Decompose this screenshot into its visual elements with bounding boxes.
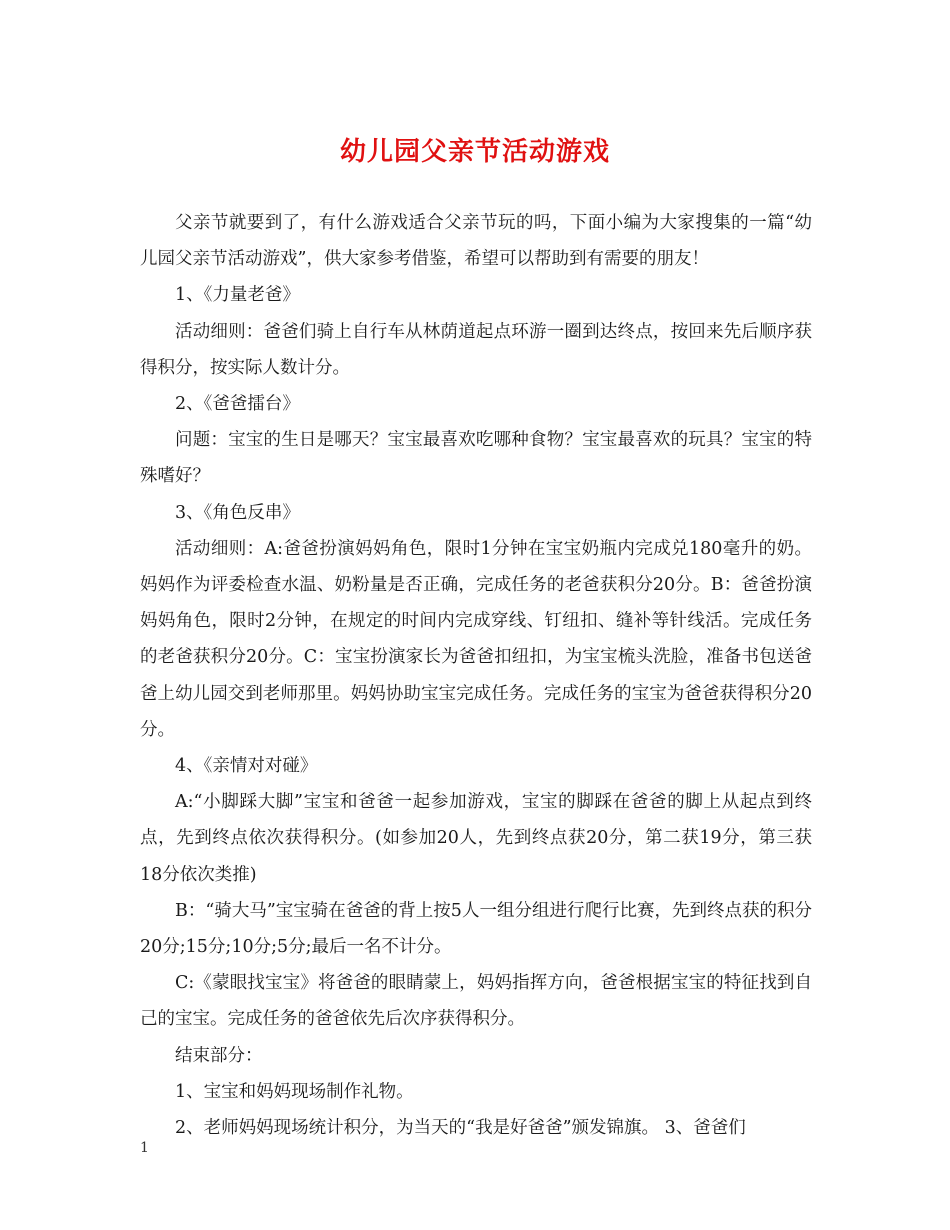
paragraph: A:“小脚踩大脚”宝宝和爸爸一起参加游戏，宝宝的脚踩在爸爸的脚上从起点到终点，先到终点依次获得积分。(如参加20人，先到终点获20分，第二获19分，第三获18分依次类推) <box>140 792 812 885</box>
paragraph: 1、宝宝和妈妈现场制作礼物。 <box>175 1081 414 1102</box>
paragraph-heading-3: 3、《角色反串》 <box>175 502 300 523</box>
paragraph: 2、老师妈妈现场统计积分，为当天的“我是好爸爸”颁发锦旗。 3、爸爸们 <box>175 1118 746 1139</box>
paragraph-heading-2: 2、《爸爸擂台》 <box>175 394 300 415</box>
page-number: 1 <box>140 1140 149 1156</box>
paragraph-intro: 父亲节就要到了，有什么游戏适合父亲节玩的吗，下面小编为大家搜集的一篇“幼儿园父亲节活动游戏”，供大家参考借鉴，希望可以帮助到有需要的朋友！ <box>140 213 812 270</box>
paragraph-heading-1: 1、《力量老爸》 <box>175 285 300 306</box>
paragraph-heading-end: 结束部分： <box>175 1045 263 1066</box>
document-title: 幼儿园父亲节活动游戏 <box>339 137 610 167</box>
paragraph: 问题：宝宝的生日是哪天？宝宝最喜欢吃哪种食物？宝宝最喜欢的玩具？宝宝的特殊嗜好？ <box>140 430 812 487</box>
paragraph: B：“骑大马”宝宝骑在爸爸的背上按5人一组分组进行爬行比赛，先到终点获的积分20分;15分;10分;5分;最后一名不计分。 <box>140 900 812 958</box>
paragraph: C:《蒙眼找宝宝》将爸爸的眼睛蒙上，妈妈指挥方向，爸爸根据宝宝的特征找到自己的宝宝。完成任务的爸爸依先后次序获得积分。 <box>140 973 812 1030</box>
paragraph: 活动细则：爸爸们骑上自行车从林荫道起点环游一圈到达终点，按回来先后顺序获得积分，按实际人数计分。 <box>140 321 812 378</box>
paragraph-heading-4: 4、《亲情对对碰》 <box>175 756 318 777</box>
paragraph: 活动细则：A:爸爸扮演妈妈角色，限时1分钟在宝宝奶瓶内完成兑180毫升的奶。妈妈作为评委检查水温、奶粉量是否正确，完成任务的老爸获积分20分。B：爸爸扮演妈妈角色，限时2分钟，在规定的时间内完成穿线、钉纽扣、缝补等针线活。完成任务的老爸获积分20分。C：宝宝扮演家长为爸爸扣纽扣，为宝宝梳头洗脸，准备书包送爸爸上幼儿园交到老师那里。妈妈协助宝宝完成任务。完成任务的宝宝为爸爸获得积分20分。 <box>140 538 812 740</box>
document-body <box>140 205 812 1146</box>
